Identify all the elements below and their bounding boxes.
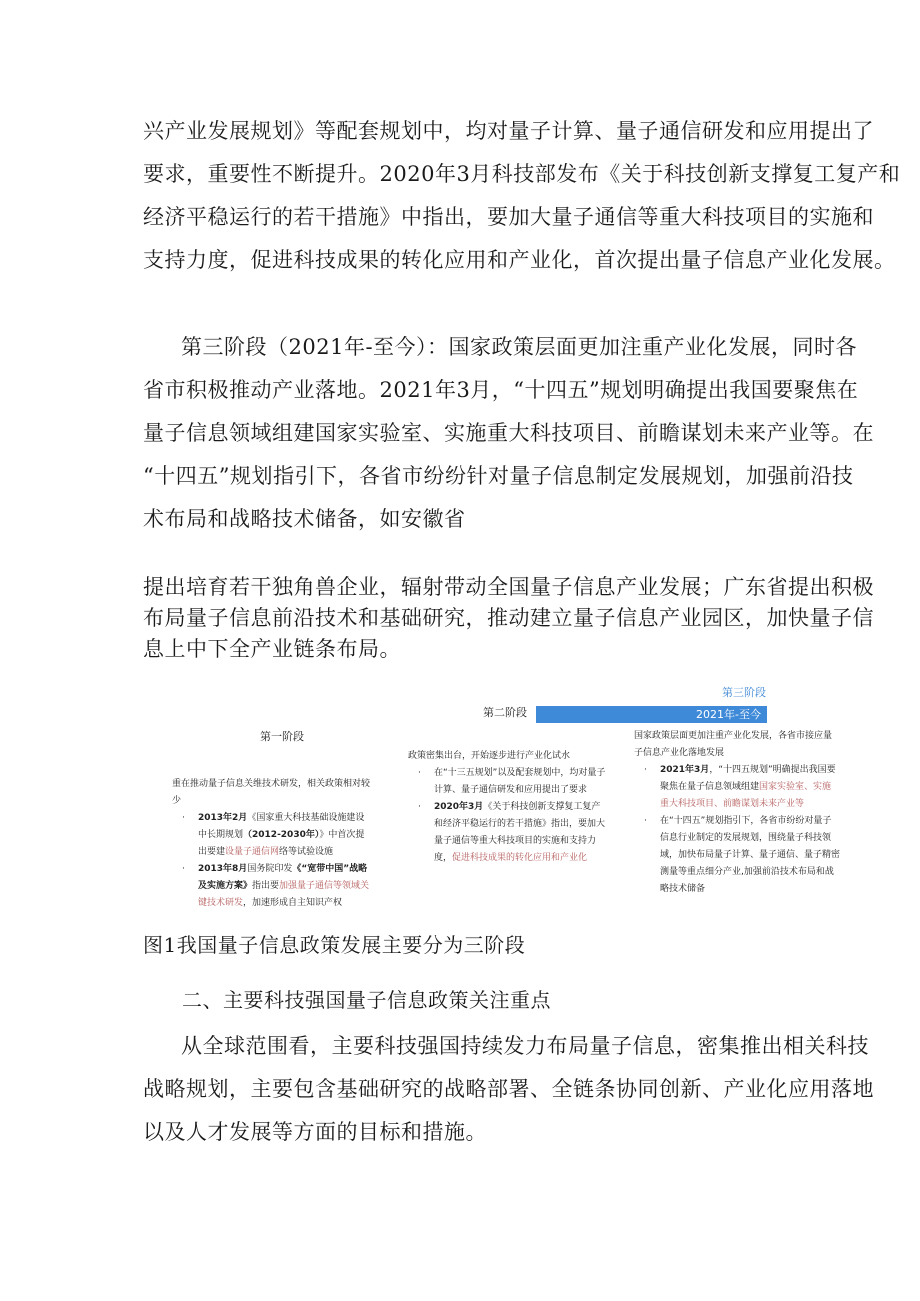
text-line: 第三阶段（2021年-至今）：国家政策层面更加注重产业化发展，同时各 — [181, 335, 858, 359]
stage2-item — [408, 765, 608, 799]
text-line: 术布局和战略技术储备，如安徽省 — [143, 507, 466, 531]
policy-stages-figure — [160, 676, 840, 916]
item-highlight: 国家实验室、实施重大科技项目、前瞻谋划未来产业等 — [660, 782, 832, 809]
stage1-item — [172, 861, 372, 912]
stage3-item — [634, 762, 840, 813]
item-date: 2020年3月 — [434, 802, 484, 812]
text-line: 息上中下全产业链条布局。 — [143, 637, 401, 661]
stage1-title: 第一阶段 — [260, 730, 304, 743]
item-text: ，加速形成自主知识产权 — [243, 898, 343, 908]
item-text: 络等试验设施 — [279, 847, 334, 857]
stage2-intro: 政策密集出台，开始逐步进行产业化试水 — [408, 751, 571, 761]
text-line: 经济平稳运行的若干措施》中指出，要加大量子通信等重大科技项目的实施和 — [143, 205, 874, 229]
item-bold: （2012-2030年） — [243, 830, 320, 840]
item-highlight: 促进科技成果的转化应用和产业化 — [452, 853, 588, 863]
item-text: 指出要 — [252, 881, 280, 891]
text-line: 战略规划，主要包含基础研究的战略部署、全链条协同创新、产业化应用落地 — [143, 1077, 874, 1101]
bullet-icon: · — [644, 816, 647, 826]
stage3-intro: 国家政策层面更加注重产业化发展，各省市接应量子信息产业化落地发展 — [634, 731, 833, 758]
text-line: 布局量子信息前沿技术和基础研究，推动建立量子信息产业园区，加快量子信 — [143, 606, 874, 630]
stage3-column — [634, 728, 840, 898]
paragraph-provinces — [143, 572, 874, 665]
stage2-title: 第二阶段 — [483, 706, 527, 719]
text-line: 以及人才发展等方面的目标和措施。 — [143, 1120, 487, 1144]
item-date: 2013年8月 — [198, 864, 248, 874]
item-text: 《关于科技创新支撑复工复产和经济平稳运行的若干措施》 — [434, 802, 601, 829]
stage2-column — [408, 748, 608, 867]
text-line: 省市积极推动产业落地。2021年3月，“十四五”规划明确提出我国要聚焦在 — [143, 378, 859, 402]
stage1-column — [172, 776, 372, 912]
text-line: 兴产业发展规划》等配套规划中，均对量子计算、量子通信研发和应用提出了 — [143, 119, 874, 143]
item-text: 指出，要加大量子通信等重大科技项目的实施和支持力度， — [434, 819, 606, 863]
item-bold: 《“宽带中国”战略及实施方案》 — [198, 864, 368, 891]
text-line: 从全球范围看，主要科技强国持续发力布局量子信息，密集推出相关科技 — [181, 1034, 869, 1058]
bullet-icon: · — [418, 802, 421, 812]
item-date: 2013年2月 — [198, 813, 248, 823]
item-text: 国务院印发 — [247, 864, 293, 874]
item-highlight: 加强量子通信等领域关键技术研发 — [198, 881, 370, 908]
bullet-icon: · — [418, 768, 421, 778]
stage3-title: 第三阶段 — [722, 686, 766, 699]
item-text: 《国家重大科技基础设施建设中长期规划 — [198, 813, 365, 840]
paragraph-global — [143, 1025, 874, 1154]
item-highlight: 设量子通信网 — [225, 847, 280, 857]
text-line: 要求，重要性不断提升。2020年3月科技部发布《关于科技创新支撑复工复产和 — [143, 162, 901, 186]
section-heading: 二、主要科技强国量子信息政策关注重点 — [182, 988, 551, 1012]
stage3-item — [634, 813, 840, 898]
paragraph-policy-stage2 — [143, 110, 901, 282]
item-text: 在“十四五”规划指引下，各省市纷纷对量子信息行业制定的发展规划，围绕量子科技领域，加快布局量子计算、量子通信、量子精密测量等重点细分产业,加强前沿技术布局和战略技术储备 — [660, 816, 841, 894]
text-line: 提出培育若干独角兽企业，辐射带动全国量子信息产业发展；广东省提出积极 — [143, 575, 874, 599]
item-text: ，“十四五规划”明确提出我国要聚焦在量子信息领域组建 — [660, 765, 836, 792]
bullet-icon: · — [182, 813, 185, 823]
bullet-icon: · — [644, 765, 647, 775]
figure-caption: 图1我国量子信息政策发展主要分为三阶段 — [143, 933, 526, 957]
stage1-item — [172, 810, 372, 861]
item-date: 2021年3月 — [660, 765, 710, 775]
paragraph-policy-stage3 — [143, 326, 874, 541]
text-line: 量子信息领域组建国家实验室、实施重大科技项目、前瞻谋划未来产业等。在 — [143, 421, 874, 445]
text-line: “十四五”规划指引下，各省市纷纷针对量子信息制定发展规划，加强前沿技 — [143, 464, 854, 488]
item-text: 在“十三五规划”以及配套规划中，均对量子计算、量子通信研发和应用提出了要求 — [434, 768, 606, 795]
item-text: 》中首次提出要建 — [198, 830, 365, 857]
stage2-item — [408, 799, 608, 867]
bullet-icon: · — [182, 864, 185, 874]
stage3-period-bar: 2021年-至今 — [536, 706, 767, 723]
text-line: 支持力度，促进科技成果的转化应用和产业化，首次提出量子信息产业化发展。 — [143, 248, 896, 272]
stage1-intro: 重在推动量子信息关维技术研发，相关政策相对较少 — [172, 779, 371, 806]
